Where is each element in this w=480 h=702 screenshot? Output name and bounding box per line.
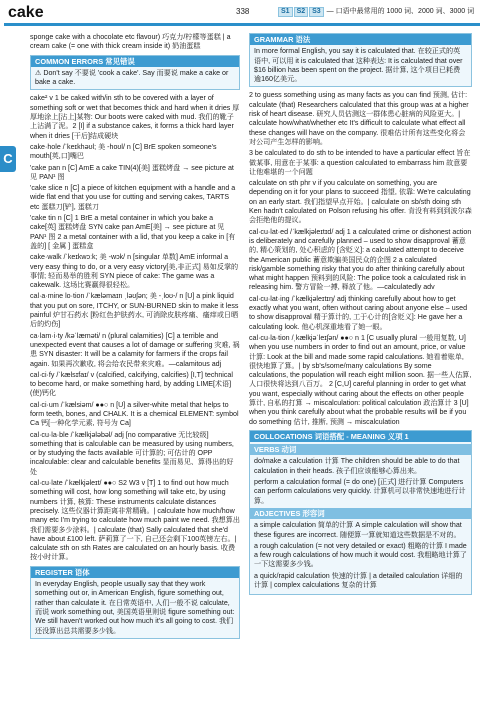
calculate-sense-2: 2 to guess something using as many facts as you can find 预测, 估计: calculate (that) Researchers calculated that this group was at a higher risk of heart disease. 研究人员估测这一群体患心脏病的风险更大。| calculate how/what/whether etc It's difficult to calculate what effect all these changes will have on the company. 很难估计所有这些变化将会对公司产生怎样的影响。 [249, 91, 469, 146]
freq-note: — 口语中最常用的 1000 词、2000 词、3000 词 [326, 8, 475, 15]
entry-calculation: cal·cu·la·tion /ˌkælkjəˈleɪʃən/ ●●○ n 1 [C usually plural 一般用复数, U] when you use numbers in order to find out an amount, price, or value 计算: Look at the bill and made some rapid calculations. 她看着账单, 很快地算了算。| by sb's/some/many calculations By some calculations, the population will reach eight million soon. 据一些人估算, 人口很快将达到八百万。 2 [C,U] careful planning in order to get what you want, especially without caring about the effects on other people 算计, 自私的打算 → miscalculation: political calculation 政治算计 3 [U] when you think carefully about what the probable results will be if you do something 估计, 推断, 预测 → miscalculation [249, 333, 472, 426]
entry-calcify: cal·ci·fy /ˈkælsɪfaɪ/ v (calcified, calcifying, calcifies) [I,T] technical to become hard, or make something hard, by adding LIME[术语] (使)钙化 [30, 370, 233, 398]
entry-cake-slice: 'cake slice n [C] a piece of kitchen equipment with a handle and a wide flat end that you use for cutting and serving cakes, TARTS etc 蛋糕刀[铲], 蛋糕刀 [30, 184, 236, 211]
register-title: REGISTER 语体 [31, 567, 239, 578]
grammar-body: In more formal English, you say it is calculated that. 在较正式的英语中, 可以用 it is calculated that 这种表达: It is calculated that over $16 billion has been spent on the project. 据计算, 这个项目已耗费逾160亿美元。 [254, 47, 463, 84]
collocation-adj-3: a quick/rapid calculation 快速的计算 | a detailed calculation 详细的计算 | complex calculations 复杂的计算 [254, 571, 463, 590]
collocation-verb-2: perform a calculation formal (= do one) [正式] 进行计算 Computers can perform calculations very quickly. 计算机可以非常快速地进行计算。 [254, 478, 466, 505]
right-column [249, 33, 472, 599]
page-number: 338 [236, 7, 250, 16]
entry-continuation: sponge cake with a chocolate etc flavour) 巧克力/柠檬等蛋糕 | a cream cake (= one with thick cream inside it) 奶油蛋糕 [30, 33, 231, 51]
frequency-legend [278, 7, 474, 17]
collocation-adj-2: a rough calculation (= not very detailed or exact) 粗略的计算 I made a few rough calculations of how much it would cost. 我粗略地计算了一下这需要多少钱。 [254, 541, 467, 569]
entry-calculating: cal·cu·lat·ing /ˈkælkjəleɪtɪŋ/ adj thinking carefully about how to get exactly what you want, often without caring about anyone else – used to show disapproval 精于算计的, 工于心计的[含贬义]: He gave her a calculating look. 他心机深重地看了她一眼。 [249, 294, 468, 331]
grammar-box [249, 33, 472, 87]
left-column [30, 33, 240, 643]
entry-calcium: cal·ci·um /ˈkælsiəm/ ●●○ n [U] a silver-white metal that helps to form teeth, bones, and CHALK. It is a chemical ELEMENT: symbol Ca 钙[一种化学元素, 符号为 Ca] [30, 400, 239, 428]
collocations-title: COLLOCATIONS 词语搭配 - MEANING 义项 1 [250, 431, 471, 442]
entry-calculate: cal·cu·late /ˈkælkjəleɪt/ ●●○ S2 W3 v [T] 1 to find out how much something will cost, how long something will take etc, by using numbers 计算, 核算: These instruments calculate distances precisely. 这些仪器计算距离非常精确。| calculate how much/how many etc I'm trying to calculate how much paint we need. 我想算出我们需要多少涂料。| calculate (that) Sally calculated that she'd have about £100 left. 萨莉算了一下, 自己还会剩下100英镑左右。| calculate sth on sth Rates are calculated on an hourly basis. 收费按小时计算。 [30, 479, 240, 562]
freq-tag-s3: S3 [309, 7, 324, 17]
entry-calculated: cal·cu·lat·ed /ˈkælkjəleɪtɪd/ adj 1 a calculated crime or dishonest action is deliberately and carefully planned – used to show disapproval 蓄意的, 精心策划的, 处心积虑的 [含贬义]: a calculated attempt to deceive the American public 蓄意欺骗美国民众的企图 2 a calculated risk/gamble something risky that you do after thinking carefully about what might happen 预料到的风险: The police took a calculated risk in releasing him. 警方冒险一搏, 释放了他。—calculatedly adv [249, 227, 472, 292]
entry-cakehole: cake·hole /ˈkeɪkhəʊl; 美 -hoʊl/ n [C] BrE spoken someone's mouth[英,口]嘴巴 [30, 142, 217, 161]
entry-calamity: ca·lam·i·ty /kəˈlæməti/ n (plural calamities) [C] a terrible and unexpected event that causes a lot of damage or suffering 灾难, 祸患 SYN disaster: It will be a calamity for farmers if the crops fail again. 如果再次歉收, 将会给农民带来灾难。—calamitous adj [30, 331, 240, 368]
entry-cakewalk: cake·walk /ˈkeɪkwɔːk; 美 -wɔk/ n [singular 单数] AmE informal a very easy thing to do, or a very easy victory[美,非正式] 易如反掌的事情; 轻而易举的胜利 SYN piece of cake: The game was a cakewalk. 这场比赛赢得很轻松。 [30, 253, 239, 290]
calculate-sense-3: 3 be calculated to do sth to be intended to have a particular effect 旨在做某事, 用意在于某事: a question calculated to embarrass him 故意要让他难堪的一个问题 [249, 149, 471, 176]
entry-cake-pan: 'cake pan n [C] AmE a cake TIN(4)[美] 蛋糕烤盘 → see picture at 见 PAN¹ 图 [30, 163, 234, 181]
running-headword: cake [8, 4, 44, 21]
entry-calamine-lotion: cal·a·mine lo·tion /ˈkæləmaɪn ˌləʊʃən; 美 -ˌloʊ-/ n [U] a pink liquid that you put on sore, ITCHY, or SUN-BURNED skin to make it less painful 炉甘石药水 [粉红色护肤药水, 可消除皮肤疼痛、瘙痒或日晒后的灼伤] [30, 292, 239, 329]
common-errors-box [30, 55, 240, 91]
entry-cake-tin: 'cake tin n [C] 1 BrE a metal container in which you bake a cake[英] 蛋糕烤盘 SYN cake pan AmE[美] → see picture at 见 PAN¹ 图 2 a metal container with a lid, that you keep a cake in [有盖的] [ 金属 ] 蛋糕盒 [30, 214, 236, 250]
grammar-title: GRAMMAR 语法 [250, 34, 471, 45]
collocation-verb-1: do/make a calculation 计算 The children should be able to do that calculation in their heads. 孩子们应该能够心算出来。 [254, 457, 460, 475]
collocation-adj-1: a simple calculation 简单的计算 A simple calculation will show that these figures are incorrect. 随便算一算就知道这些数据是不对的。 [254, 521, 462, 539]
freq-tag-s2: S2 [294, 7, 309, 17]
common-errors-title: COMMON ERRORS 常见错误 [31, 56, 239, 67]
verbs-heading: VERBS 动词 [250, 444, 471, 455]
register-box [30, 566, 240, 639]
freq-tag-s1: S1 [278, 7, 293, 17]
thumb-index-tab[interactable]: C [0, 146, 16, 172]
adjectives-heading: ADJECTIVES 形容词 [250, 508, 471, 519]
register-body: In everyday English, people usually say that they work something out or, in American English, figure something out, rather than calculate it. 在日常英语中, 人们一般不说 calculate, 而说 work something out, 美国英语里则说 figure something out: We still haven't worked out how much it's all going to cost. 我们还没算出总共需要多少钱。 [35, 580, 235, 635]
common-errors-body: ⚠ Don't say 不要说 'cook a cake'. Say 而要说 make a cake or bake a cake. [35, 68, 229, 87]
page-header [0, 0, 480, 28]
collocations-box [249, 430, 472, 595]
entry-calculate-on: calculate on sth phr v if you calculate on something, you are depending on it for your plans to succeed 指望, 依靠: We're calculating on an early start. 我们指望早点开始。| calculate on sb/sth doing sth Ken hadn't calculated on Polson refusing his offer. 肯没有料到到波尔森会拒绝他的提议。 [249, 179, 472, 225]
entry-calculable: cal·cu·la·ble /ˈkælkjələbəl/ adj [no comparative 无比较级] something that is calculable can be measured by using numbers, or by studying the facts available 可计算的; 可估计的 OPP incalculable: clear and calculable benefits 显而易见、算得出的好处 [30, 430, 234, 476]
entry-cake-verb: cake² v 1 be caked with/in sth to be covered with a layer of something soft or wet that becomes thick and hard when it dries 厚厚地涂上[沾上]某物: Our boots were caked with mud. 我们的靴子上沾满了泥。2 [I] if a substance cakes, it forms a thick hard layer when it dries [干后]结成硬块 [30, 94, 240, 140]
header-rule [4, 23, 480, 26]
